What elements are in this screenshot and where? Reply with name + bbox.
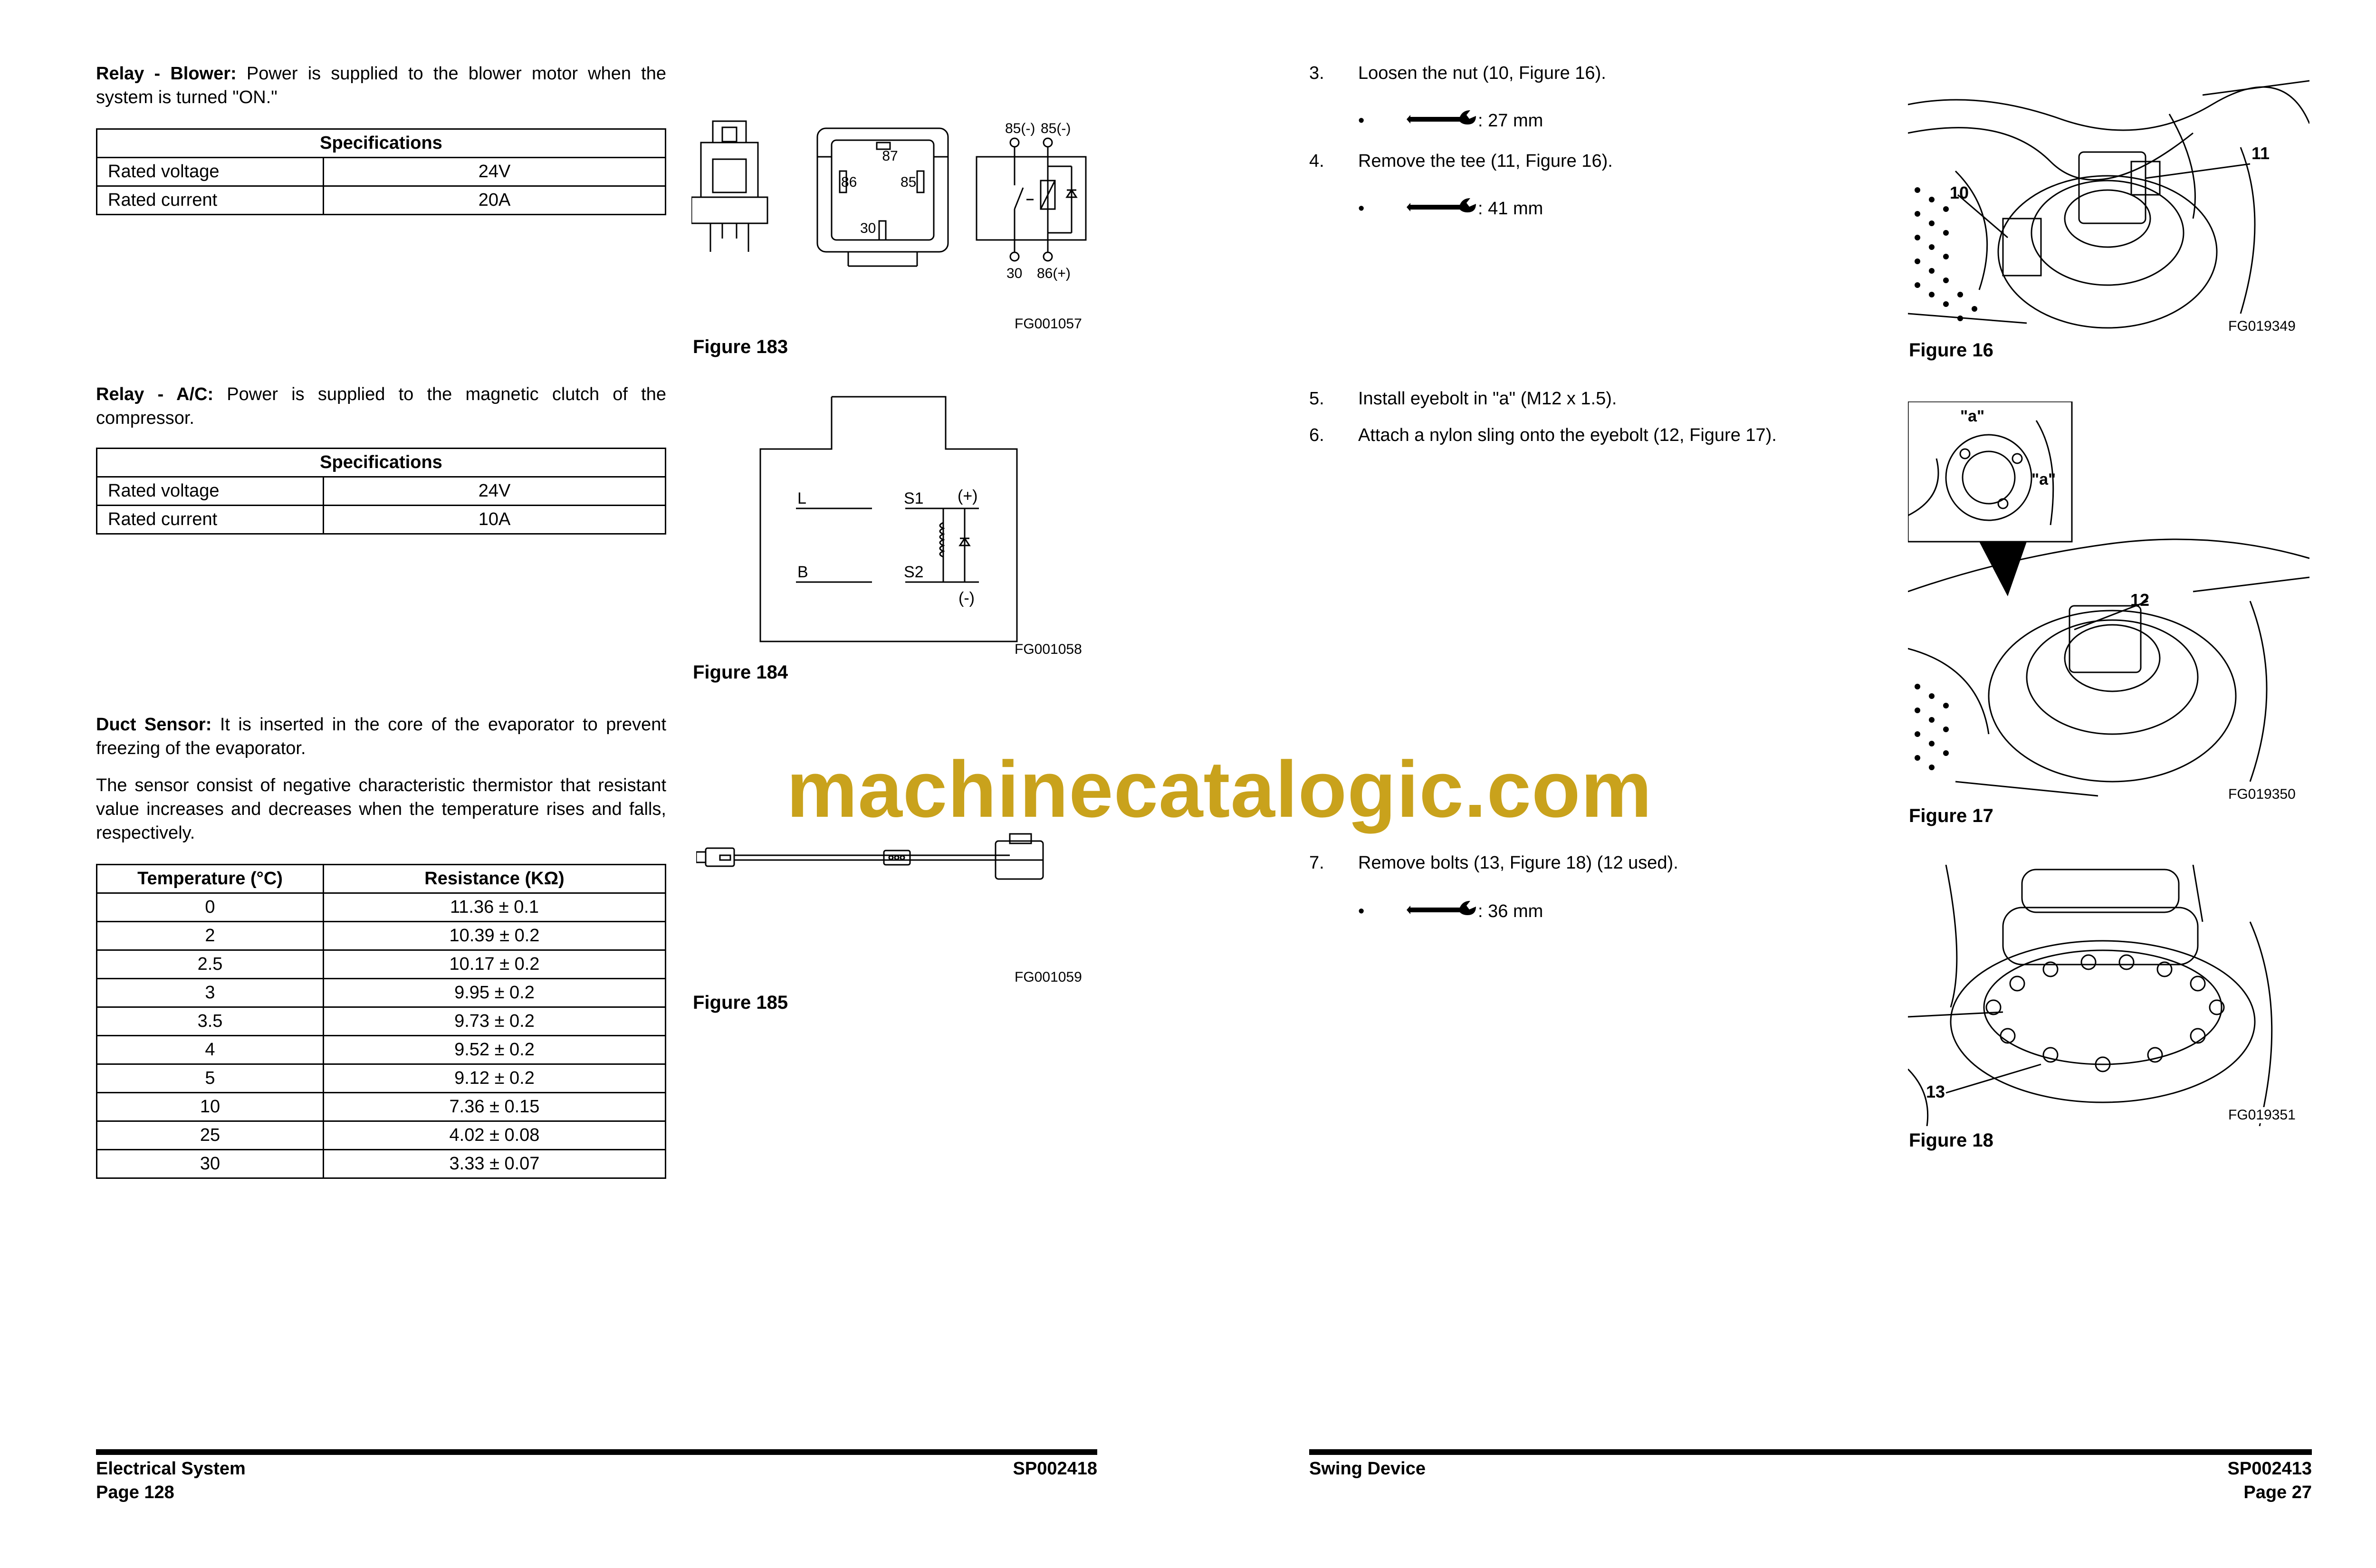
table-cell: 4 xyxy=(97,1036,324,1064)
figure-caption: Figure 184 xyxy=(693,662,788,683)
terminal-label: L xyxy=(797,489,806,507)
relay-ac-spec-table xyxy=(96,448,666,535)
schematic-pin-86: 86(+) xyxy=(1037,266,1071,281)
table-cell: 20A xyxy=(324,186,666,215)
table-row xyxy=(97,186,666,215)
tool-size: : 41 mm xyxy=(1478,199,1543,219)
pin-label: 87 xyxy=(882,148,898,164)
figure-code: FG019350 xyxy=(2226,786,2298,803)
footer-section: Swing Device xyxy=(1309,1459,1426,1479)
table-cell: 24V xyxy=(324,477,666,506)
relay-blower-spec-table xyxy=(96,128,666,215)
table-cell: 10 xyxy=(97,1093,324,1121)
table-row xyxy=(97,950,666,979)
swing-device-photo-figure-17 xyxy=(1908,402,2309,805)
swing-device-photo-figure-18 xyxy=(1908,865,2309,1126)
resistance-table xyxy=(96,864,666,1179)
callout-label: 13 xyxy=(1926,1082,1945,1101)
callout-label: 10 xyxy=(1950,183,1969,202)
table-cell: 2.5 xyxy=(97,950,324,979)
bullet: • xyxy=(1358,111,1365,131)
figure-caption: Figure 185 xyxy=(693,992,788,1013)
duct-sensor-text: It is inserted in the core of the evaporator to prevent freezing of the evaporator. xyxy=(96,715,666,758)
table-cell: 3.33 ± 0.07 xyxy=(324,1150,666,1178)
tool-size: : 36 mm xyxy=(1478,901,1543,921)
table-cell: Rated current xyxy=(97,186,324,215)
step-number: 3. xyxy=(1309,63,1324,83)
watermark-text: machinecatalogic.com xyxy=(786,745,1652,834)
figure-code: FG001057 xyxy=(1015,316,1082,332)
terminal-label: S1 xyxy=(904,489,924,507)
table-cell: 5 xyxy=(97,1064,324,1093)
table-row xyxy=(97,158,666,186)
bullet: • xyxy=(1358,199,1365,219)
figure-code: FG001058 xyxy=(1015,641,1082,657)
duct-sensor-heading: Duct Sensor: xyxy=(96,715,212,735)
table-cell: 10A xyxy=(324,506,666,534)
tool-size: : 27 mm xyxy=(1478,111,1543,131)
bullet: • xyxy=(1358,901,1365,921)
step-text: Install eyebolt in "a" (M12 x 1.5). xyxy=(1358,389,1617,409)
footer-page-number: Page 27 xyxy=(2243,1482,2312,1502)
step-text: Attach a nylon sling onto the eyebolt (12, Figure 17). xyxy=(1358,425,1777,445)
table-cell: 3.5 xyxy=(97,1007,324,1036)
footer-rule xyxy=(96,1449,1097,1455)
relay-blower-paragraph xyxy=(96,62,666,109)
figure-caption: Figure 18 xyxy=(1909,1130,1993,1151)
step-number: 7. xyxy=(1309,853,1324,873)
table-row xyxy=(97,1064,666,1093)
wrench-icon xyxy=(1407,196,1478,220)
wrench-icon xyxy=(1407,899,1478,923)
terminal-label: B xyxy=(797,563,808,581)
relay-diagram-figure-183 xyxy=(691,114,1100,337)
table-cell: 9.52 ± 0.2 xyxy=(324,1036,666,1064)
table-cell: 3 xyxy=(97,979,324,1007)
table-cell: Rated voltage xyxy=(97,477,324,506)
table-title: Specifications xyxy=(97,129,666,158)
column-header: Temperature (°C) xyxy=(97,865,324,893)
duct-sensor-description: The sensor consist of negative characteristic thermistor that resistant value increases and decreases when the temperature rises and falls, respectively. xyxy=(96,775,666,843)
callout-label: 11 xyxy=(2251,143,2270,163)
footer-rule xyxy=(1309,1449,2312,1455)
table-cell: 9.95 ± 0.2 xyxy=(324,979,666,1007)
figure-code: FG019349 xyxy=(2226,318,2298,335)
column-header: Resistance (KΩ) xyxy=(324,865,666,893)
step-text: Remove the tee (11, Figure 16). xyxy=(1358,151,1613,171)
table-cell: 10.17 ± 0.2 xyxy=(324,950,666,979)
step-number: 6. xyxy=(1309,425,1324,445)
table-cell: Rated voltage xyxy=(97,158,324,186)
table-row xyxy=(97,506,666,534)
step-text: Remove bolts (13, Figure 18) (12 used). xyxy=(1358,853,1678,873)
duct-sensor-paragraph xyxy=(96,713,666,760)
table-cell: 25 xyxy=(97,1121,324,1150)
table-cell: 2 xyxy=(97,922,324,950)
step-number: 5. xyxy=(1309,389,1324,409)
duct-sensor-figure-185 xyxy=(696,829,1095,900)
terminal-label: (+) xyxy=(958,487,978,505)
footer-doc-code: SP002418 xyxy=(1013,1459,1097,1479)
relay-blower-heading: Relay - Blower: xyxy=(96,64,237,84)
relay-ac-text: Power is supplied to the magnetic clutch of the compressor. xyxy=(96,384,667,428)
table-row xyxy=(97,979,666,1007)
table-row xyxy=(97,1036,666,1064)
callout-label: "a" xyxy=(1960,407,1985,425)
relay-ac-paragraph xyxy=(96,382,666,430)
relay-blower-text: Power is supplied to the blower motor when the system is turned "ON." xyxy=(96,64,666,107)
figure-caption: Figure 17 xyxy=(1909,805,1993,826)
wrench-icon xyxy=(1407,108,1478,132)
schematic-pin-85: 85(-) xyxy=(1041,121,1071,136)
table-title: Specifications xyxy=(97,449,666,477)
pin-label: 86 xyxy=(841,174,857,190)
callout-label: 12 xyxy=(2130,590,2150,610)
table-cell: 11.36 ± 0.1 xyxy=(324,893,666,922)
table-cell: 0 xyxy=(97,893,324,922)
table-header-row xyxy=(97,865,666,893)
figure-code: FG001059 xyxy=(1015,969,1082,985)
table-row xyxy=(97,1150,666,1178)
callout-label: "a" xyxy=(2031,470,2056,488)
table-row xyxy=(97,922,666,950)
figure-caption: Figure 183 xyxy=(693,336,788,357)
table-cell: 10.39 ± 0.2 xyxy=(324,922,666,950)
table-cell: 9.73 ± 0.2 xyxy=(324,1007,666,1036)
table-cell: Rated current xyxy=(97,506,324,534)
table-cell: 24V xyxy=(324,158,666,186)
footer-page-number: Page 128 xyxy=(96,1482,174,1502)
relay-ac-heading: Relay - A/C: xyxy=(96,384,214,404)
step-text: Loosen the nut (10, Figure 16). xyxy=(1358,63,1606,83)
table-row xyxy=(97,1093,666,1121)
table-row xyxy=(97,1121,666,1150)
table-row xyxy=(97,1007,666,1036)
table-cell: 30 xyxy=(97,1150,324,1178)
footer-doc-code: SP002413 xyxy=(2227,1459,2312,1479)
ac-relay-diagram-figure-184 xyxy=(756,394,1022,646)
table-cell: 9.12 ± 0.2 xyxy=(324,1064,666,1093)
table-cell: 7.36 ± 0.15 xyxy=(324,1093,666,1121)
figure-code: FG019351 xyxy=(2226,1107,2298,1123)
terminal-label: (-) xyxy=(958,589,975,607)
pin-label: 85 xyxy=(901,174,917,190)
schematic-pin-30: 30 xyxy=(1006,266,1023,281)
pin-label: 30 xyxy=(860,220,876,236)
table-row xyxy=(97,477,666,506)
swing-device-photo-figure-16 xyxy=(1908,76,2309,337)
footer-section: Electrical System xyxy=(96,1459,246,1479)
terminal-label: S2 xyxy=(904,563,924,581)
step-number: 4. xyxy=(1309,151,1324,171)
table-row xyxy=(97,893,666,922)
table-cell: 4.02 ± 0.08 xyxy=(324,1121,666,1150)
figure-caption: Figure 16 xyxy=(1909,340,1993,361)
pin-label: 85(-) xyxy=(1005,121,1035,136)
